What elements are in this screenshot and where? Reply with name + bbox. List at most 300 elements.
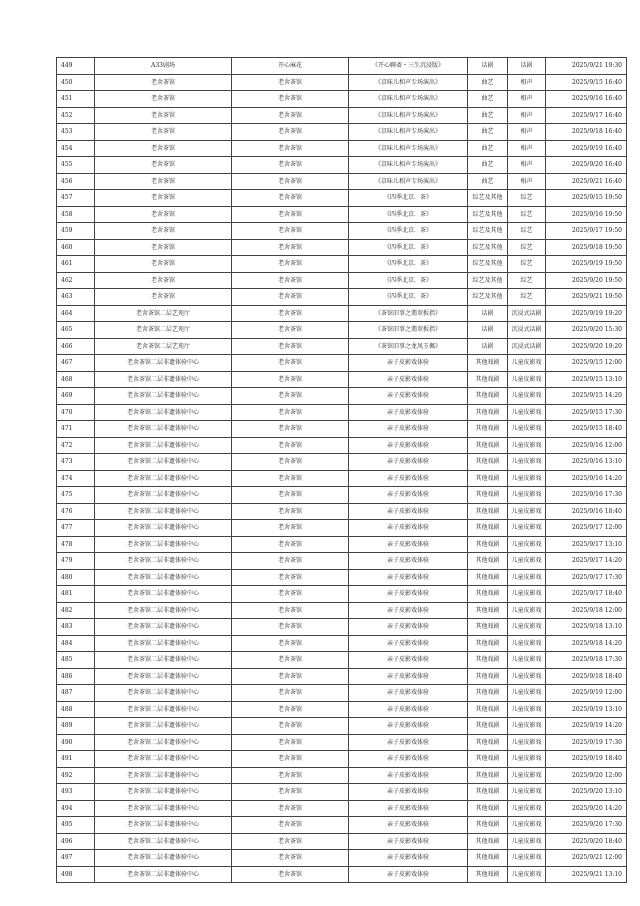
showtime-cell: 2025/9/15 17:30 <box>546 404 627 421</box>
program-title-cell: 亲子皮影戏体验 <box>349 652 468 669</box>
table-row <box>57 437 627 454</box>
venue-cell: 老舍茶馆二层非遗体验中心 <box>95 602 232 619</box>
table-row <box>57 421 627 438</box>
row-number: 458 <box>57 206 95 223</box>
subcategory-cell: 儿童皮影戏 <box>508 536 546 553</box>
program-title-cell: 亲子皮影戏体验 <box>349 685 468 702</box>
row-number: 472 <box>57 437 95 454</box>
program-title-cell: 《京味儿相声专场演出》 <box>349 91 468 108</box>
showtime-cell: 2025/9/21 13:10 <box>546 866 627 883</box>
table-row <box>57 322 627 339</box>
subcategory-cell: 儿童皮影戏 <box>508 866 546 883</box>
category-cell: 其他戏剧 <box>468 784 508 801</box>
subcategory-cell: 综艺 <box>508 239 546 256</box>
venue-cell: 老舍茶馆 <box>95 107 232 124</box>
organizer-cell: 老舍茶馆 <box>232 668 349 685</box>
row-number: 482 <box>57 602 95 619</box>
organizer-cell: 老舍茶馆 <box>232 602 349 619</box>
program-title-cell: 亲子皮影戏体验 <box>349 784 468 801</box>
subcategory-cell: 相声 <box>508 91 546 108</box>
organizer-cell: 老舍茶馆 <box>232 272 349 289</box>
category-cell: 话剧 <box>468 338 508 355</box>
subcategory-cell: 儿童皮影戏 <box>508 850 546 867</box>
category-cell: 其他戏剧 <box>468 487 508 504</box>
category-cell: 其他戏剧 <box>468 586 508 603</box>
organizer-cell: 老舍茶馆 <box>232 421 349 438</box>
row-number: 495 <box>57 817 95 834</box>
subcategory-cell: 儿童皮影戏 <box>508 371 546 388</box>
row-number: 483 <box>57 619 95 636</box>
table-row <box>57 289 627 306</box>
subcategory-cell: 相声 <box>508 157 546 174</box>
category-cell: 其他戏剧 <box>468 718 508 735</box>
category-cell: 其他戏剧 <box>468 355 508 372</box>
table-row <box>57 58 627 75</box>
category-cell: 其他戏剧 <box>468 833 508 850</box>
organizer-cell: 老舍茶馆 <box>232 74 349 91</box>
organizer-cell: 老舍茶馆 <box>232 470 349 487</box>
program-title-cell: 亲子皮影戏体验 <box>349 701 468 718</box>
venue-cell: 老舍茶馆二层非遗体验中心 <box>95 487 232 504</box>
organizer-cell: 老舍茶馆 <box>232 652 349 669</box>
venue-cell: 老舍茶馆二层非遗体验中心 <box>95 850 232 867</box>
organizer-cell: 老舍茶馆 <box>232 173 349 190</box>
subcategory-cell: 沉浸式话剧 <box>508 338 546 355</box>
category-cell: 曲艺 <box>468 140 508 157</box>
table-row <box>57 140 627 157</box>
category-cell: 曲艺 <box>468 74 508 91</box>
table-row <box>57 619 627 636</box>
category-cell: 话剧 <box>468 322 508 339</box>
category-cell: 其他戏剧 <box>468 388 508 405</box>
program-title-cell: 亲子皮影戏体验 <box>349 503 468 520</box>
category-cell: 曲艺 <box>468 173 508 190</box>
organizer-cell: 老舍茶馆 <box>232 107 349 124</box>
subcategory-cell: 相声 <box>508 74 546 91</box>
row-number: 474 <box>57 470 95 487</box>
table-row <box>57 866 627 883</box>
performance-table <box>56 57 627 883</box>
organizer-cell: 老舍茶馆 <box>232 734 349 751</box>
subcategory-cell: 儿童皮影戏 <box>508 619 546 636</box>
showtime-cell: 2025/9/20 12:00 <box>546 767 627 784</box>
subcategory-cell: 儿童皮影戏 <box>508 388 546 405</box>
organizer-cell: 老舍茶馆 <box>232 718 349 735</box>
program-title-cell: 亲子皮影戏体验 <box>349 833 468 850</box>
showtime-cell: 2025/9/21 19:30 <box>546 58 627 75</box>
subcategory-cell: 沉浸式话剧 <box>508 305 546 322</box>
table-row <box>57 305 627 322</box>
subcategory-cell: 儿童皮影戏 <box>508 784 546 801</box>
category-cell: 其他戏剧 <box>468 602 508 619</box>
table-row <box>57 470 627 487</box>
organizer-cell: 老舍茶馆 <box>232 569 349 586</box>
subcategory-cell: 儿童皮影戏 <box>508 355 546 372</box>
row-number: 487 <box>57 685 95 702</box>
table-row <box>57 454 627 471</box>
showtime-cell: 2025/9/17 13:10 <box>546 536 627 553</box>
venue-cell: 老舍茶馆二层非遗体验中心 <box>95 685 232 702</box>
row-number: 453 <box>57 124 95 141</box>
venue-cell: 老舍茶馆二层非遗体验中心 <box>95 437 232 454</box>
table-row <box>57 536 627 553</box>
subcategory-cell: 综艺 <box>508 289 546 306</box>
table-row <box>57 239 627 256</box>
row-number: 488 <box>57 701 95 718</box>
showtime-cell: 2025/9/15 16:40 <box>546 74 627 91</box>
showtime-cell: 2025/9/18 16:40 <box>546 124 627 141</box>
organizer-cell: 开心麻花 <box>232 58 349 75</box>
showtime-cell: 2025/9/20 17:30 <box>546 817 627 834</box>
program-title-cell: 《京味儿相声专场演出》 <box>349 107 468 124</box>
row-number: 459 <box>57 223 95 240</box>
row-number: 465 <box>57 322 95 339</box>
table-row <box>57 586 627 603</box>
organizer-cell: 老舍茶馆 <box>232 586 349 603</box>
row-number: 450 <box>57 74 95 91</box>
venue-cell: 老舍茶馆 <box>95 190 232 207</box>
venue-cell: 老舍茶馆二层非遗体验中心 <box>95 619 232 636</box>
subcategory-cell: 儿童皮影戏 <box>508 470 546 487</box>
program-title-cell: 《京味儿相声专场演出》 <box>349 140 468 157</box>
table-row <box>57 338 627 355</box>
organizer-cell: 老舍茶馆 <box>232 635 349 652</box>
table-row <box>57 223 627 240</box>
subcategory-cell: 儿童皮影戏 <box>508 767 546 784</box>
subcategory-cell: 相声 <box>508 124 546 141</box>
venue-cell: 老舍茶馆二层非遗体验中心 <box>95 454 232 471</box>
subcategory-cell: 儿童皮影戏 <box>508 635 546 652</box>
showtime-cell: 2025/9/18 17:30 <box>546 652 627 669</box>
program-title-cell: 亲子皮影戏体验 <box>349 866 468 883</box>
subcategory-cell: 综艺 <box>508 272 546 289</box>
program-title-cell: 《开心聊斋・三生沉浸版》 <box>349 58 468 75</box>
venue-cell: 老舍茶馆二层非遗体验中心 <box>95 751 232 768</box>
program-title-cell: 亲子皮影戏体验 <box>349 718 468 735</box>
table-row <box>57 206 627 223</box>
category-cell: 其他戏剧 <box>468 850 508 867</box>
showtime-cell: 2025/9/16 19:50 <box>546 206 627 223</box>
showtime-cell: 2025/9/21 16:40 <box>546 173 627 190</box>
program-title-cell: 《四季北京．茶》 <box>349 272 468 289</box>
category-cell: 其他戏剧 <box>468 520 508 537</box>
venue-cell: 老舍茶馆二层非遗体验中心 <box>95 718 232 735</box>
subcategory-cell: 儿童皮影戏 <box>508 586 546 603</box>
venue-cell: 老舍茶馆二层非遗体验中心 <box>95 668 232 685</box>
organizer-cell: 老舍茶馆 <box>232 685 349 702</box>
row-number: 451 <box>57 91 95 108</box>
venue-cell: 老舍茶馆二层非遗体验中心 <box>95 800 232 817</box>
venue-cell: 老舍茶馆二层艺苑厅 <box>95 338 232 355</box>
program-title-cell: 《四季北京．茶》 <box>349 223 468 240</box>
organizer-cell: 老舍茶馆 <box>232 223 349 240</box>
table-row <box>57 701 627 718</box>
showtime-cell: 2025/9/18 14:20 <box>546 635 627 652</box>
program-title-cell: 亲子皮影戏体验 <box>349 586 468 603</box>
category-cell: 其他戏剧 <box>468 685 508 702</box>
venue-cell: 老舍茶馆 <box>95 173 232 190</box>
table-row <box>57 569 627 586</box>
subcategory-cell: 相声 <box>508 140 546 157</box>
row-number: 498 <box>57 866 95 883</box>
program-title-cell: 亲子皮影戏体验 <box>349 602 468 619</box>
program-title-cell: 《四季北京．茶》 <box>349 256 468 273</box>
showtime-cell: 2025/9/19 19:20 <box>546 305 627 322</box>
showtime-cell: 2025/9/16 12:00 <box>546 437 627 454</box>
organizer-cell: 老舍茶馆 <box>232 800 349 817</box>
organizer-cell: 老舍茶馆 <box>232 404 349 421</box>
row-number: 460 <box>57 239 95 256</box>
program-title-cell: 《茶馆旧事之翡翠扳指》 <box>349 322 468 339</box>
showtime-cell: 2025/9/19 13:10 <box>546 701 627 718</box>
venue-cell: 老舍茶馆二层非遗体验中心 <box>95 817 232 834</box>
table-row <box>57 652 627 669</box>
organizer-cell: 老舍茶馆 <box>232 289 349 306</box>
organizer-cell: 老舍茶馆 <box>232 833 349 850</box>
category-cell: 综艺及其他 <box>468 190 508 207</box>
row-number: 493 <box>57 784 95 801</box>
showtime-cell: 2025/9/17 16:40 <box>546 107 627 124</box>
subcategory-cell: 话剧 <box>508 58 546 75</box>
table-row <box>57 685 627 702</box>
organizer-cell: 老舍茶馆 <box>232 305 349 322</box>
category-cell: 其他戏剧 <box>468 635 508 652</box>
row-number: 454 <box>57 140 95 157</box>
organizer-cell: 老舍茶馆 <box>232 322 349 339</box>
subcategory-cell: 儿童皮影戏 <box>508 817 546 834</box>
row-number: 489 <box>57 718 95 735</box>
category-cell: 综艺及其他 <box>468 206 508 223</box>
program-title-cell: 《四季北京．茶》 <box>349 190 468 207</box>
table-row <box>57 190 627 207</box>
program-title-cell: 亲子皮影戏体验 <box>349 619 468 636</box>
category-cell: 曲艺 <box>468 124 508 141</box>
organizer-cell: 老舍茶馆 <box>232 190 349 207</box>
table-row <box>57 74 627 91</box>
category-cell: 其他戏剧 <box>468 569 508 586</box>
category-cell: 其他戏剧 <box>468 619 508 636</box>
showtime-cell: 2025/9/17 17:30 <box>546 569 627 586</box>
showtime-cell: 2025/9/20 19:50 <box>546 272 627 289</box>
category-cell: 其他戏剧 <box>468 817 508 834</box>
row-number: 492 <box>57 767 95 784</box>
category-cell: 其他戏剧 <box>468 421 508 438</box>
venue-cell: 老舍茶馆 <box>95 206 232 223</box>
subcategory-cell: 儿童皮影戏 <box>508 404 546 421</box>
row-number: 484 <box>57 635 95 652</box>
venue-cell: 老舍茶馆 <box>95 140 232 157</box>
table-row <box>57 107 627 124</box>
row-number: 452 <box>57 107 95 124</box>
table-row <box>57 91 627 108</box>
category-cell: 综艺及其他 <box>468 239 508 256</box>
showtime-cell: 2025/9/18 18:40 <box>546 668 627 685</box>
program-title-cell: 《京味儿相声专场演出》 <box>349 74 468 91</box>
venue-cell: 老舍茶馆 <box>95 157 232 174</box>
row-number: 468 <box>57 371 95 388</box>
subcategory-cell: 综艺 <box>508 206 546 223</box>
organizer-cell: 老舍茶馆 <box>232 487 349 504</box>
subcategory-cell: 儿童皮影戏 <box>508 668 546 685</box>
venue-cell: 老舍茶馆 <box>95 74 232 91</box>
table-row <box>57 404 627 421</box>
subcategory-cell: 儿童皮影戏 <box>508 421 546 438</box>
table-row <box>57 388 627 405</box>
category-cell: 综艺及其他 <box>468 272 508 289</box>
organizer-cell: 老舍茶馆 <box>232 338 349 355</box>
category-cell: 话剧 <box>468 305 508 322</box>
organizer-cell: 老舍茶馆 <box>232 355 349 372</box>
organizer-cell: 老舍茶馆 <box>232 454 349 471</box>
table-row <box>57 833 627 850</box>
venue-cell: 老舍茶馆 <box>95 223 232 240</box>
venue-cell: 老舍茶馆二层非遗体验中心 <box>95 404 232 421</box>
venue-cell: 老舍茶馆二层非遗体验中心 <box>95 652 232 669</box>
showtime-cell: 2025/9/20 14:20 <box>546 800 627 817</box>
row-number: 496 <box>57 833 95 850</box>
category-cell: 其他戏剧 <box>468 503 508 520</box>
category-cell: 曲艺 <box>468 107 508 124</box>
showtime-cell: 2025/9/20 18:40 <box>546 833 627 850</box>
program-title-cell: 亲子皮影戏体验 <box>349 371 468 388</box>
program-title-cell: 《茶馆旧事之龙凤玉佩》 <box>349 338 468 355</box>
organizer-cell: 老舍茶馆 <box>232 206 349 223</box>
subcategory-cell: 沉浸式话剧 <box>508 322 546 339</box>
program-title-cell: 亲子皮影戏体验 <box>349 454 468 471</box>
venue-cell: 老舍茶馆二层非遗体验中心 <box>95 355 232 372</box>
row-number: 473 <box>57 454 95 471</box>
showtime-cell: 2025/9/15 12:00 <box>546 355 627 372</box>
row-number: 457 <box>57 190 95 207</box>
organizer-cell: 老舍茶馆 <box>232 388 349 405</box>
venue-cell: 老舍茶馆 <box>95 256 232 273</box>
table-row <box>57 734 627 751</box>
category-cell: 其他戏剧 <box>468 734 508 751</box>
category-cell: 其他戏剧 <box>468 866 508 883</box>
organizer-cell: 老舍茶馆 <box>232 140 349 157</box>
table-row <box>57 784 627 801</box>
showtime-cell: 2025/9/19 17:30 <box>546 734 627 751</box>
row-number: 464 <box>57 305 95 322</box>
subcategory-cell: 儿童皮影戏 <box>508 833 546 850</box>
table-row <box>57 157 627 174</box>
category-cell: 其他戏剧 <box>468 751 508 768</box>
row-number: 470 <box>57 404 95 421</box>
table-row <box>57 272 627 289</box>
program-title-cell: 亲子皮影戏体验 <box>349 487 468 504</box>
table-row <box>57 800 627 817</box>
row-number: 466 <box>57 338 95 355</box>
program-title-cell: 亲子皮影戏体验 <box>349 767 468 784</box>
program-title-cell: 亲子皮影戏体验 <box>349 421 468 438</box>
program-title-cell: 亲子皮影戏体验 <box>349 520 468 537</box>
category-cell: 其他戏剧 <box>468 470 508 487</box>
subcategory-cell: 综艺 <box>508 223 546 240</box>
venue-cell: 老舍茶馆二层非遗体验中心 <box>95 503 232 520</box>
showtime-cell: 2025/9/17 12:00 <box>546 520 627 537</box>
organizer-cell: 老舍茶馆 <box>232 437 349 454</box>
venue-cell: 老舍茶馆二层非遗体验中心 <box>95 767 232 784</box>
showtime-cell: 2025/9/16 16:40 <box>546 91 627 108</box>
subcategory-cell: 儿童皮影戏 <box>508 652 546 669</box>
table-row <box>57 553 627 570</box>
table-body <box>57 58 627 883</box>
organizer-cell: 老舍茶馆 <box>232 767 349 784</box>
showtime-cell: 2025/9/19 18:40 <box>546 751 627 768</box>
showtime-cell: 2025/9/20 15:30 <box>546 322 627 339</box>
organizer-cell: 老舍茶馆 <box>232 850 349 867</box>
venue-cell: 老舍茶馆 <box>95 289 232 306</box>
table-row <box>57 355 627 372</box>
showtime-cell: 2025/9/15 14:20 <box>546 388 627 405</box>
showtime-cell: 2025/9/19 14:20 <box>546 718 627 735</box>
row-number: 463 <box>57 289 95 306</box>
venue-cell: 老舍茶馆二层非遗体验中心 <box>95 866 232 883</box>
venue-cell: 老舍茶馆二层非遗体验中心 <box>95 536 232 553</box>
organizer-cell: 老舍茶馆 <box>232 536 349 553</box>
program-title-cell: 《京味儿相声专场演出》 <box>349 157 468 174</box>
category-cell: 综艺及其他 <box>468 223 508 240</box>
row-number: 456 <box>57 173 95 190</box>
venue-cell: 老舍茶馆 <box>95 239 232 256</box>
subcategory-cell: 儿童皮影戏 <box>508 520 546 537</box>
subcategory-cell: 相声 <box>508 107 546 124</box>
category-cell: 其他戏剧 <box>468 371 508 388</box>
table-row <box>57 371 627 388</box>
category-cell: 综艺及其他 <box>468 256 508 273</box>
row-number: 467 <box>57 355 95 372</box>
showtime-cell: 2025/9/15 19:50 <box>546 190 627 207</box>
category-cell: 其他戏剧 <box>468 536 508 553</box>
program-title-cell: 亲子皮影戏体验 <box>349 388 468 405</box>
program-title-cell: 亲子皮影戏体验 <box>349 850 468 867</box>
table-row <box>57 256 627 273</box>
subcategory-cell: 儿童皮影戏 <box>508 602 546 619</box>
organizer-cell: 老舍茶馆 <box>232 371 349 388</box>
showtime-cell: 2025/9/21 12:00 <box>546 850 627 867</box>
row-number: 497 <box>57 850 95 867</box>
row-number: 486 <box>57 668 95 685</box>
table-row <box>57 668 627 685</box>
program-title-cell: 《京味儿相声专场演出》 <box>349 173 468 190</box>
showtime-cell: 2025/9/18 13:10 <box>546 619 627 636</box>
table-row <box>57 520 627 537</box>
venue-cell: A33剧场 <box>95 58 232 75</box>
showtime-cell: 2025/9/17 18:40 <box>546 586 627 603</box>
showtime-cell: 2025/9/17 19:50 <box>546 223 627 240</box>
category-cell: 曲艺 <box>468 91 508 108</box>
row-number: 476 <box>57 503 95 520</box>
venue-cell: 老舍茶馆二层非遗体验中心 <box>95 569 232 586</box>
table-row <box>57 767 627 784</box>
venue-cell: 老舍茶馆 <box>95 124 232 141</box>
category-cell: 其他戏剧 <box>468 767 508 784</box>
table-row <box>57 817 627 834</box>
category-cell: 其他戏剧 <box>468 668 508 685</box>
showtime-cell: 2025/9/19 16:40 <box>546 140 627 157</box>
row-number: 477 <box>57 520 95 537</box>
subcategory-cell: 儿童皮影戏 <box>508 503 546 520</box>
category-cell: 其他戏剧 <box>468 652 508 669</box>
table-row <box>57 718 627 735</box>
showtime-cell: 2025/9/15 13:10 <box>546 371 627 388</box>
showtime-cell: 2025/9/18 12:00 <box>546 602 627 619</box>
program-title-cell: 亲子皮影戏体验 <box>349 536 468 553</box>
row-number: 480 <box>57 569 95 586</box>
organizer-cell: 老舍茶馆 <box>232 91 349 108</box>
program-title-cell: 亲子皮影戏体验 <box>349 437 468 454</box>
organizer-cell: 老舍茶馆 <box>232 157 349 174</box>
